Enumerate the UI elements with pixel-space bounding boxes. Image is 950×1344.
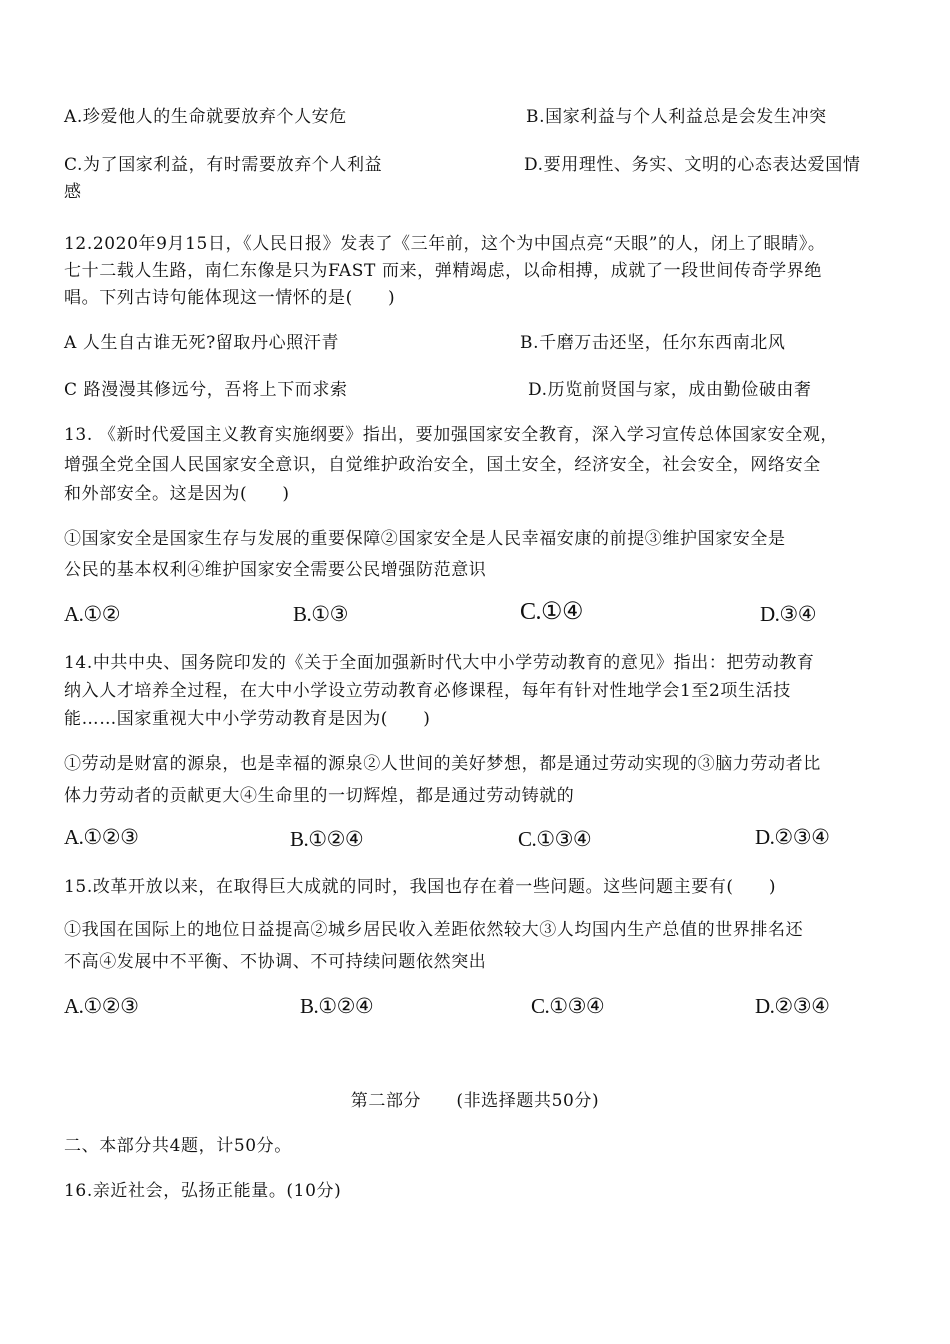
- q11-option-c: C.为了国家利益，有时需要放弃个人利益: [64, 155, 383, 175]
- q13-option-d: D.③④: [760, 602, 817, 626]
- q13-items-line-1: ①国家安全是国家生存与发展的重要保障②国家安全是人民幸福安康的前提③维护国家安全是: [64, 529, 786, 549]
- q15-option-c: C.①③④: [531, 994, 605, 1018]
- q11-option-b: B.国家利益与个人利益总是会发生冲突: [526, 107, 827, 127]
- q14-stem-line-1: 14.中共中央、国务院印发的《关于全面加强新时代大中小学劳动教育的意见》指出：把劳动教育: [64, 653, 815, 673]
- q13-option-a: A.①②: [64, 602, 121, 626]
- q12-stem-line-1: 12.2020年9月15日，《人民日报》发表了《三年前，这个为中国点亮“天眼”的人，闭上了眼睛》。: [64, 234, 826, 254]
- q13-stem-line-2: 增强全党全国人民国家安全意识，自觉维护政治安全，国土安全，经济安全，社会安全，网络安全: [64, 455, 821, 475]
- q14-option-d: D.②③④: [755, 825, 830, 849]
- q15-option-d: D.②③④: [755, 994, 830, 1018]
- q14-stem-line-2: 纳入人才培养全过程，在大中小学设立劳动教育必修课程，每年有针对性地学会1至2项生活技: [64, 681, 791, 701]
- q12-option-a: A 人生自古谁无死?留取丹心照汗青: [64, 333, 339, 353]
- q13-items-line-2: 公民的基本权利④维护国家安全需要公民增强防范意识: [64, 560, 487, 580]
- q15-option-a: A.①②③: [64, 994, 139, 1018]
- q13-option-b: B.①③: [293, 602, 348, 626]
- q14-items-line-2: 体力劳动者的贡献更大④生命里的一切辉煌，都是通过劳动铸就的: [64, 786, 575, 806]
- q15-stem: 15.改革开放以来，在取得巨大成就的同时，我国也存在着一些问题。这些问题主要有( ): [64, 877, 777, 897]
- q12-stem-line-3: 唱。下列古诗句能体现这一情怀的是( ): [64, 288, 396, 308]
- q15-option-b: B.①②④: [300, 994, 374, 1018]
- q11-option-a: A.珍爱他人的生命就要放弃个人安危: [64, 107, 347, 127]
- q11-option-d-continued: 感: [64, 182, 82, 202]
- q12-option-c: C 路漫漫其修远兮，吾将上下而求索: [64, 380, 348, 400]
- q14-option-a: A.①②③: [64, 825, 139, 849]
- q14-stem-line-3: 能……国家重视大中小学劳动教育是因为( ): [64, 709, 431, 729]
- q16-stem: 16.亲近社会，弘扬正能量。(10分): [64, 1181, 342, 1201]
- q11-option-d: D.要用理性、务实、文明的心态表达爱国情: [524, 155, 861, 175]
- q15-items-line-1: ①我国在国际上的地位日益提高②城乡居民收入差距依然较大③人均国内生产总值的世界排名还: [64, 920, 804, 940]
- q14-option-c: C.①③④: [518, 827, 592, 851]
- q15-items-line-2: 不高④发展中不平衡、不协调、不可持续问题依然突出: [64, 952, 487, 972]
- q12-option-d: D.历览前贤国与家，成由勤俭破由奢: [528, 380, 812, 400]
- section-two-intro: 二、本部分共4题，计50分。: [64, 1136, 292, 1156]
- q12-stem-line-2: 七十二载人生路，南仁东像是只为FAST 而来，弹精竭虑，以命相搏，成就了一段世间传奇学界绝: [64, 261, 822, 281]
- q13-option-c: C.①④: [520, 599, 584, 625]
- q12-option-b: B.千磨万击还坚，任尔东西南北风: [520, 333, 786, 353]
- q14-option-b: B.①②④: [290, 827, 364, 851]
- part-two-heading: 第二部分 (非选择题共50分): [350, 1091, 600, 1111]
- q13-stem-line-1: 13. 《新时代爱国主义教育实施纲要》指出，要加强国家安全教育，深入学习宣传总体国家安全观，: [64, 425, 839, 445]
- q13-stem-line-3: 和外部安全。这是因为( ): [64, 484, 290, 504]
- q14-items-line-1: ①劳动是财富的源泉，也是幸福的源泉②人世间的美好梦想，都是通过劳动实现的③脑力劳动者比: [64, 754, 821, 774]
